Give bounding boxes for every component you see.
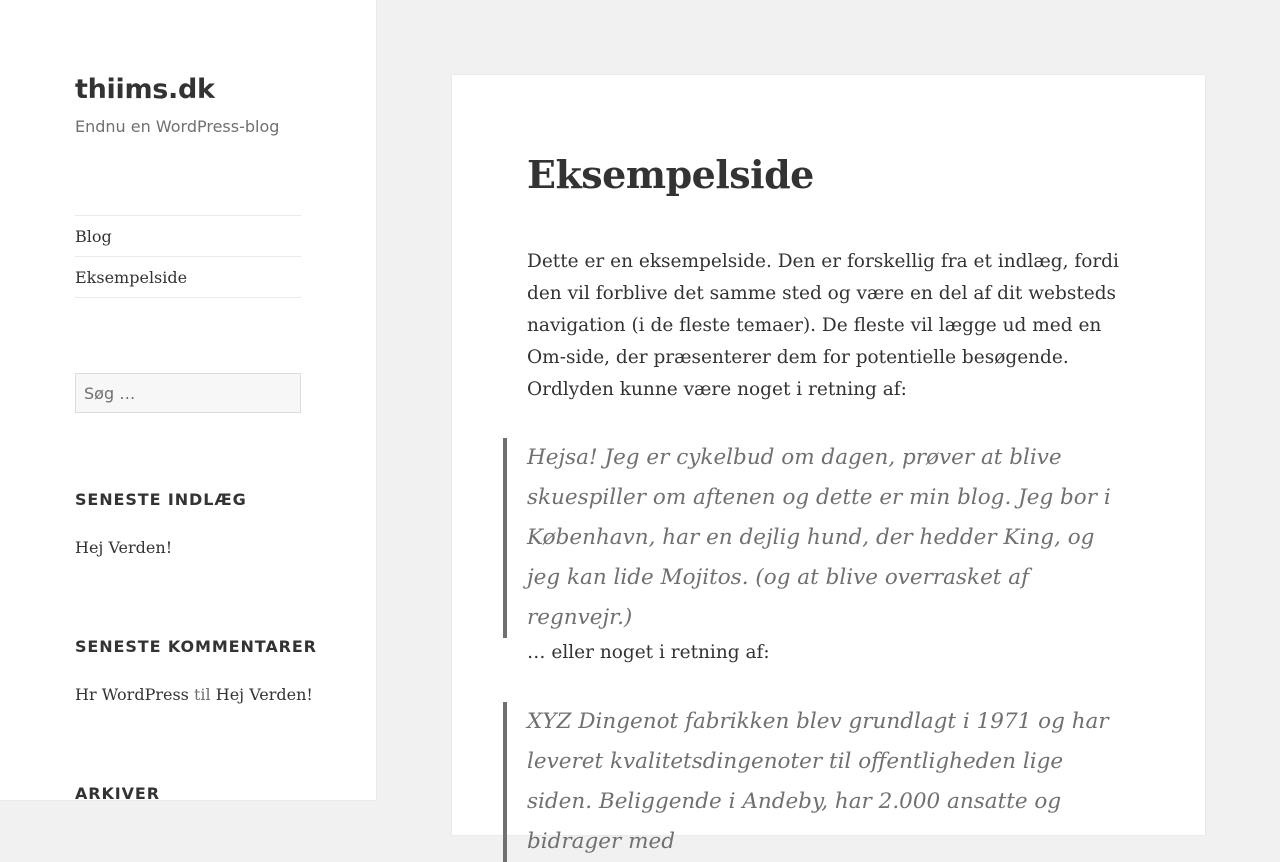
blockquote-personal: Hejsa! Jeg er cykelbud om dagen, prøver at blive skuespiller om aftenen og dette er min blog. Jeg bor i København, har en dejlig hund, der hedder King, og jeg kan lide Mojitos. (og at blive overrasket af regnvejr.): [503, 438, 1133, 638]
site-description: Endnu en WordPress-blog: [75, 117, 280, 136]
comment-author-link[interactable]: Hr WordPress: [75, 685, 189, 704]
search-box: [75, 373, 301, 413]
comment-connector: til: [193, 685, 211, 704]
blockquote-company: XYZ Dingenot fabrikken blev grundlagt i 1971 og har leveret kvalitetsdingenoter til offentligheden lige siden. Beliggende i Andeby, har 2.000 ansatte og bidrager med: [503, 702, 1133, 862]
archives-title: ARKIVER: [75, 784, 160, 803]
page-content-card: [452, 75, 1205, 854]
recent-post-link[interactable]: Hej Verden!: [75, 538, 173, 557]
interlude-paragraph: … eller noget i retning af:: [527, 642, 770, 663]
menu-item-blog: [75, 216, 301, 257]
recent-posts-title: SENESTE INDLÆG: [75, 490, 247, 509]
intro-paragraph: Dette er en eksempelside. Den er forskellig fra et indlæg, fordi den vil forblive det samme sted og være en del af dit websteds navigation (i de fleste temaer). De fleste vil lægge ud med en Om-side, der præsenterer dem for potentielle besøgende. Ordlyden kunne være noget i retning af:: [527, 251, 1119, 400]
main-menu: [75, 215, 301, 298]
page-title: Eksempelside: [527, 152, 814, 197]
menu-link-eksempelside[interactable]: Eksempelside: [75, 267, 188, 287]
recent-comments-title: SENESTE KOMMENTARER: [75, 637, 317, 656]
comment-post-link[interactable]: Hej Verden!: [215, 685, 313, 704]
search-input[interactable]: [84, 384, 292, 403]
sidebar: [0, 0, 376, 803]
site-title-link[interactable]: thiims.dk: [75, 74, 215, 105]
recent-comment-item: [75, 684, 313, 706]
menu-item-eksempelside: [75, 257, 301, 298]
recent-post-item: [75, 537, 172, 559]
menu-link-blog[interactable]: Blog: [75, 226, 112, 246]
